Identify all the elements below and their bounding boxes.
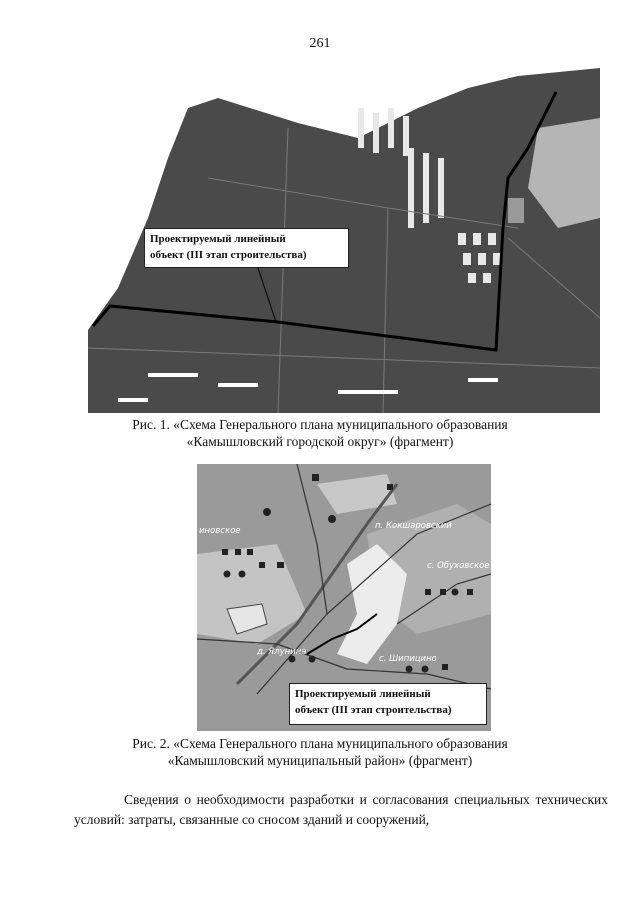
- body-paragraph: Сведения о необходимости разработки и согласования специальных технических условий: затраты, связанные со сносом зданий и сооружений,: [74, 792, 608, 827]
- place-label-yalunina: д. Ялунина: [257, 647, 307, 657]
- place-label-1: иновское: [199, 526, 241, 536]
- place-label-kokshar: п. Кокшаровский: [375, 521, 452, 531]
- callout-1-line-2: объект (III этап строительства): [150, 249, 307, 261]
- place-label-obukhov: с. Обуховское: [427, 561, 490, 571]
- figure-2-caption-line-2: «Камышловский муниципальный район» (фрагмент): [167, 753, 473, 768]
- place-label-shipitsino: с. Шипицино: [379, 654, 437, 664]
- project-line-callout-2: [289, 683, 487, 725]
- figure-1-caption-line-1: Рис. 1. «Схема Генерального плана муниципального образования: [132, 417, 508, 432]
- figure-2-caption: [0, 735, 640, 769]
- callout-2-line-2: объект (III этап строительства): [295, 704, 452, 716]
- figure-1-caption: [0, 416, 640, 450]
- project-line-callout-1: [144, 228, 349, 268]
- figure-2-caption-line-1: Рис. 2. «Схема Генерального плана муниципального образования: [132, 736, 508, 751]
- figure-1-caption-line-2: «Камышловский городской округ» (фрагмент): [186, 434, 454, 449]
- callout-2-line-1: Проектируемый линейный: [295, 688, 431, 700]
- page-number: 261: [309, 36, 331, 51]
- callout-1-line-1: Проектируемый линейный: [150, 233, 286, 245]
